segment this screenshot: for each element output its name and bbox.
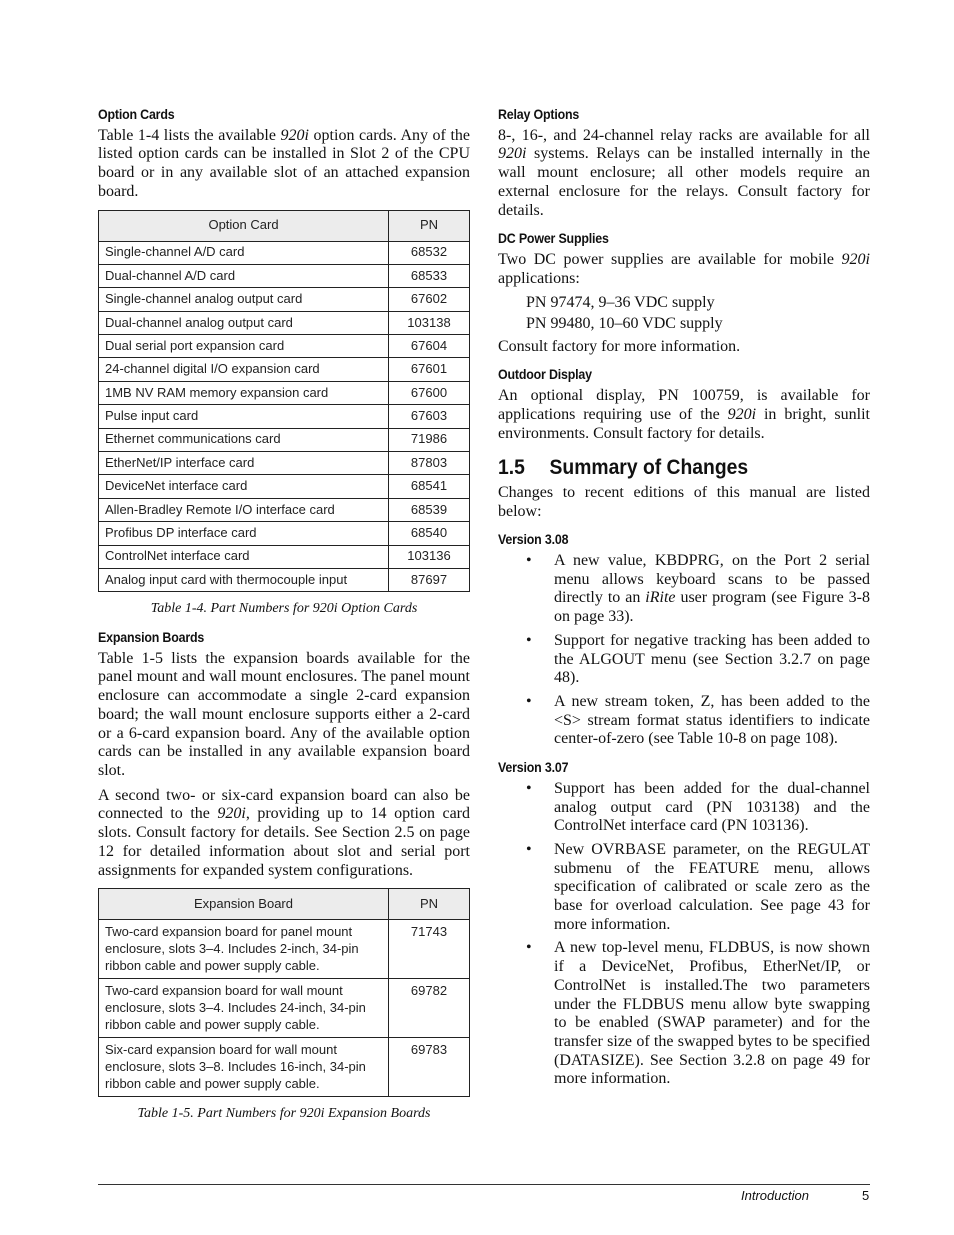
table-1-4-caption bbox=[98, 600, 470, 619]
option-cards-paragraph bbox=[98, 127, 470, 202]
cell-part-number: 68533 bbox=[389, 264, 470, 287]
bullet: • bbox=[526, 939, 532, 957]
bullet: • bbox=[526, 552, 532, 570]
table-1-5-caption bbox=[98, 1105, 470, 1124]
cell-part-number: 71986 bbox=[389, 428, 470, 451]
text-run: Two DC power supplies are available for mobile bbox=[498, 250, 842, 268]
model-name: 920i bbox=[841, 250, 870, 268]
bullet: • bbox=[526, 779, 532, 797]
text-run: Support has been added for the dual-channel analog output card (PN 103138) and the ControlNet interface card (PN 103136). bbox=[554, 779, 870, 835]
text-run: A new top-level menu, FLDBUS, is now shown if a DeviceNet, Profibus, EtherNet/IP, or ControlNet is installed.The two parameters under the FLDBUS menu allow byte swapping to be enabled (SWAP parameter) and for the transfer size of the swapped bytes to be specified (DATASIZE). See Section 3.2.8 on page 49 for more information. bbox=[554, 939, 870, 1088]
cell-description: ControlNet interface card bbox=[99, 545, 389, 568]
section-title: Summary of Changes bbox=[549, 456, 749, 480]
dc-supply-item-1: PN 97474, 9–36 VDC supply bbox=[526, 294, 715, 312]
table-row bbox=[99, 264, 470, 287]
cell-description: Profibus DP interface card bbox=[99, 522, 389, 545]
text-run: applications: bbox=[498, 269, 580, 287]
expansion-paragraph-1: Table 1-5 lists the expansion boards available for the panel mount and wall mount enclosures. The panel mount enclosure can accommodate a single 2-card expansion board; the wall mount enclosure supports either a 2-card or a 6-card expansion board. Any of the available option cards can be installed in any available expansion board slot. bbox=[98, 649, 470, 779]
cell-description: Dual serial port expansion card bbox=[99, 335, 389, 358]
outdoor-paragraph bbox=[498, 387, 870, 443]
text-run: Expansion Boards bbox=[324, 1106, 431, 1122]
bullet: • bbox=[526, 840, 532, 858]
list-item bbox=[498, 632, 870, 688]
section-heading bbox=[498, 456, 840, 480]
bullet: • bbox=[526, 692, 532, 710]
text-run: New OVRBASE parameter, on the REGULAT submenu of the FEATURE menu, allows specification of calibrated or scale zero as the base for overload calculation. See page 43 for more information. bbox=[554, 840, 870, 933]
table-row bbox=[99, 545, 470, 568]
cell-description: Analog input card with thermocouple input bbox=[99, 568, 389, 591]
text-run: Option Cards bbox=[337, 601, 418, 617]
model-name: 920i bbox=[217, 805, 246, 823]
cell-description: EtherNet/IP interface card bbox=[99, 452, 389, 475]
option-cards-table bbox=[98, 210, 470, 593]
table-row bbox=[99, 568, 470, 591]
dc-power-heading: DC Power Supplies bbox=[498, 231, 609, 247]
cell-description: Dual-channel analog output card bbox=[99, 311, 389, 334]
expansion-paragraph-2 bbox=[98, 787, 470, 881]
cell-part-number: 67601 bbox=[389, 358, 470, 381]
relay-options-heading: Relay Options bbox=[498, 107, 580, 122]
cell-part-number: 67602 bbox=[389, 288, 470, 311]
text-run: An optional display, PN 100759, is available for applications requiring use of the bbox=[498, 387, 870, 423]
section-number: 1.5 bbox=[498, 456, 525, 480]
footer-section-name: Introduction bbox=[741, 1188, 809, 1203]
cell-description: Two-card expansion board for wall mount enclosure, slots 3–4. Includes 24-inch, 34-pin ribbon cable and power supply cable. bbox=[99, 979, 389, 1038]
cell-part-number: 68539 bbox=[389, 498, 470, 521]
table-row bbox=[99, 335, 470, 358]
cell-part-number: 67603 bbox=[389, 405, 470, 428]
bullet: • bbox=[526, 631, 532, 649]
version-3-08-heading: Version 3.08 bbox=[498, 532, 569, 548]
model-name: 920i bbox=[280, 126, 309, 144]
dc-supply-item-2: PN 99480, 10–60 VDC supply bbox=[526, 315, 723, 333]
text-run: A new stream token, Z, has been added to the <S> stream format status identifiers to indicate center-of-zero (see Table 10-8 on page 108). bbox=[554, 692, 870, 748]
cell-part-number: 67600 bbox=[389, 381, 470, 404]
cell-part-number: 69782 bbox=[389, 979, 470, 1038]
cell-part-number: 69783 bbox=[389, 1038, 470, 1097]
table-row bbox=[99, 311, 470, 334]
text-run: A new value, KBDPRG, on the Port 2 serial menu allows keyboard scans to be passed directly to an bbox=[554, 552, 870, 607]
table-row bbox=[99, 475, 470, 498]
text-run: Table 1-5. Part Numbers for bbox=[137, 1106, 300, 1122]
table-row bbox=[99, 428, 470, 451]
table-row bbox=[99, 920, 470, 979]
cell-part-number: 87803 bbox=[389, 452, 470, 475]
cell-description: Two-card expansion board for panel mount enclosure, slots 3–4. Includes 2-inch, 34-pin ribbon cable and power supply cable. bbox=[99, 920, 389, 979]
expansion-boards-table bbox=[98, 888, 470, 1097]
cell-description: Six-card expansion board for wall mount enclosure, slots 3–8. Includes 16-inch, 34-pin ribbon cable and power supply cable. bbox=[99, 1038, 389, 1097]
expansion-boards-heading: Expansion Boards bbox=[98, 630, 205, 646]
table-row bbox=[99, 522, 470, 545]
cell-description: Ethernet communications card bbox=[99, 428, 389, 451]
list-item bbox=[498, 552, 870, 627]
cell-part-number: 68532 bbox=[389, 241, 470, 264]
cell-description: 1MB NV RAM memory expansion card bbox=[99, 381, 389, 404]
table-row bbox=[99, 241, 470, 264]
cell-part-number: 103138 bbox=[389, 311, 470, 334]
dc-power-note: Consult factory for more information. bbox=[498, 337, 741, 355]
model-name: 920i bbox=[498, 145, 527, 163]
table-row bbox=[99, 1038, 470, 1097]
cell-part-number: 103136 bbox=[389, 545, 470, 568]
table-header-row bbox=[99, 210, 470, 241]
table-header-row bbox=[99, 889, 470, 920]
text-run: in bright, sunlit environments. Consult factory for details. bbox=[498, 405, 870, 442]
list-item bbox=[498, 939, 870, 1089]
list-item bbox=[498, 693, 870, 749]
table-row bbox=[99, 498, 470, 521]
version-3-08-list bbox=[498, 552, 870, 749]
cell-part-number: 71743 bbox=[389, 920, 470, 979]
model-name: 920i bbox=[312, 601, 338, 617]
table-row bbox=[99, 288, 470, 311]
cell-description: Allen-Bradley Remote I/O interface card bbox=[99, 498, 389, 521]
outdoor-display-heading: Outdoor Display bbox=[498, 367, 592, 383]
cell-description: Single-channel A/D card bbox=[99, 241, 389, 264]
version-3-07-heading: Version 3.07 bbox=[498, 760, 569, 776]
cell-part-number: 67604 bbox=[389, 335, 470, 358]
footer-divider bbox=[98, 1184, 870, 1185]
text-run: option cards. Any of the listed option cards can be installed in Slot 2 of the CPU board or in any available slot of an attached expansion board. bbox=[98, 126, 470, 200]
cell-description: DeviceNet interface card bbox=[99, 475, 389, 498]
relay-paragraph bbox=[498, 127, 870, 221]
text-run: , providing up to 14 option card slots. Consult factory for details. See Section 2.5 on page 12 for detailed information about slot and serial port assignments for expanded system configurations. bbox=[98, 805, 471, 879]
list-item bbox=[498, 841, 870, 935]
cell-description: 24-channel digital I/O expansion card bbox=[99, 358, 389, 381]
table-row bbox=[99, 358, 470, 381]
table-row bbox=[99, 381, 470, 404]
text-run: systems. Relays can be installed internally in the wall mount enclosure; all other models require an external enclosure for the relays. Consult factory for details. bbox=[498, 145, 870, 219]
text-run: Table 1-4 lists the available bbox=[98, 126, 281, 144]
model-name: 920i bbox=[299, 1106, 325, 1122]
left-column bbox=[98, 106, 470, 1134]
table-row bbox=[99, 452, 470, 475]
summary-intro: Changes to recent editions of this manual are listed below: bbox=[498, 483, 870, 520]
cell-part-number: 68541 bbox=[389, 475, 470, 498]
version-3-07-list bbox=[498, 780, 870, 1089]
dc-power-paragraph bbox=[498, 251, 870, 288]
cell-description: Pulse input card bbox=[99, 405, 389, 428]
cell-description: Single-channel analog output card bbox=[99, 288, 389, 311]
column-header-pn: PN bbox=[389, 889, 470, 920]
text-run: Table 1-4. Part Numbers for bbox=[150, 601, 313, 617]
list-item bbox=[498, 780, 870, 836]
column-header-expansion-board: Expansion Board bbox=[99, 889, 389, 920]
text-run: Support for negative tracking has been added to the ALGOUT menu (see Section 3.2.7 on page 48). bbox=[554, 631, 870, 687]
column-header-pn: PN bbox=[389, 210, 470, 241]
cell-part-number: 68540 bbox=[389, 522, 470, 545]
page-number: 5 bbox=[862, 1188, 870, 1203]
right-column bbox=[498, 106, 870, 1094]
option-cards-heading: Option Cards bbox=[98, 107, 175, 122]
text-run: user program (see Figure 3-8 on page 33). bbox=[554, 589, 870, 626]
column-header-option-card: Option Card bbox=[99, 210, 389, 241]
cell-part-number: 87697 bbox=[389, 568, 470, 591]
product-name: iRite bbox=[645, 589, 676, 607]
cell-description: Dual-channel A/D card bbox=[99, 264, 389, 287]
table-row bbox=[99, 405, 470, 428]
model-name: 920i bbox=[727, 405, 757, 423]
table-row bbox=[99, 979, 470, 1038]
text-run: A second two- or six-card expansion board can also be connected to the bbox=[98, 786, 470, 823]
text-run: 8-, 16-, and 24-channel relay racks are available for all bbox=[498, 126, 870, 144]
